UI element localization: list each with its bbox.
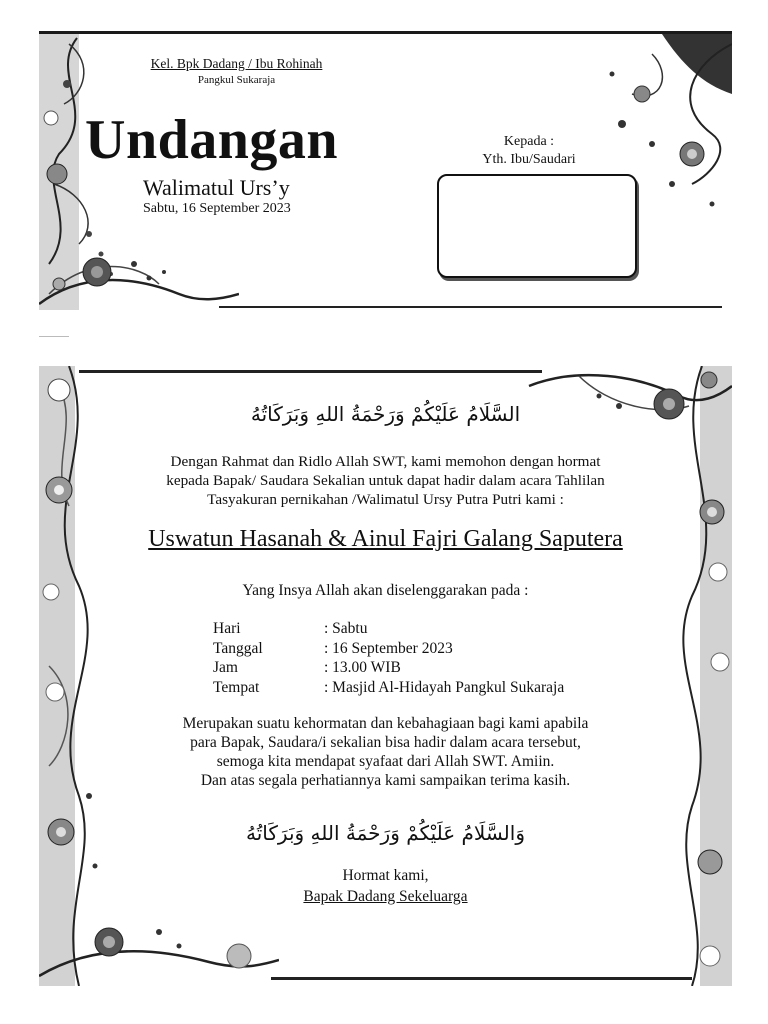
to-recipient: Yth. Ibu/Saudari xyxy=(482,152,576,167)
family-name: Kel. Bpk Dadang / Ibu Rohinah xyxy=(150,56,323,71)
to-label: Kepada : xyxy=(503,134,555,149)
salam-closing: وَالسَّلَامُ عَلَيْكُمْ وَرَحْمَةُ اللهِ وَبَرَكَاتُهُ xyxy=(246,821,525,845)
sign-greeting: Hormat kami, xyxy=(342,867,429,884)
detail-label: Hari xyxy=(213,620,241,637)
couple-names: Uswatun Hasanah & Ainul Fajri Galang Saputera xyxy=(148,526,623,552)
closing-paragraph xyxy=(39,714,732,790)
detail-label: Tanggal xyxy=(213,639,263,657)
family-address: Pangkul Sukaraja xyxy=(197,74,276,86)
intro-line: Dengan Rahmat dan Ridlo Allah SWT, kami memohon dengan hormat xyxy=(170,453,601,470)
sign-name: Bapak Dadang Sekeluarga xyxy=(303,888,468,905)
detail-row-date xyxy=(213,639,564,659)
detail-row-place xyxy=(213,678,564,698)
bottom-floral-ornament xyxy=(39,234,239,310)
card-top-rule xyxy=(79,370,542,373)
detail-value: : Sabtu xyxy=(324,620,368,637)
detail-value: : 13.00 WIB xyxy=(324,659,401,676)
detail-label: Jam xyxy=(213,659,238,676)
envelope-bottom-rule xyxy=(219,306,722,308)
envelope-card xyxy=(39,31,732,310)
detail-label: Tempat xyxy=(213,678,260,696)
event-details xyxy=(213,619,564,697)
divider xyxy=(39,336,69,337)
closing-line: Merupakan suatu kehormatan dan kebahagiaan bagi kami apabila xyxy=(182,715,589,732)
detail-value: : Masjid Al-Hidayah Pangkul Sukaraja xyxy=(324,678,565,696)
intro-line: kepada Bapak/ Saudara Sekalian untuk dapat hadir dalam acara Tahlilan xyxy=(166,472,605,489)
envelope-subtitle: Walimatul Urs’y xyxy=(143,175,290,200)
recipient-name-box[interactable] xyxy=(437,174,637,278)
intro-line: Tasyakuran pernikahan /Walimatul Ursy Putra Putri kami : xyxy=(207,491,564,508)
envelope-date: Sabtu, 16 September 2023 xyxy=(143,201,291,216)
closing-line: semoga kita mendapat syafaat dari Allah SWT. Amiin. xyxy=(216,753,555,770)
card-bottom-rule xyxy=(271,977,692,980)
intro-paragraph xyxy=(39,452,732,509)
bottom-left-ornament xyxy=(39,906,279,986)
closing-line: para Bapak, Saudara/i sekalian bisa hadir dalam acara tersebut, xyxy=(190,734,581,751)
closing-line: Dan atas segala perhatiannya kami sampaikan terima kasih. xyxy=(200,772,571,789)
envelope-title: Undangan xyxy=(85,109,339,171)
detail-value: : 16 September 2023 xyxy=(324,639,453,657)
invitation-card xyxy=(39,366,732,986)
schedule-intro: Yang Insya Allah akan diselenggarakan pada : xyxy=(242,582,529,599)
detail-row-day xyxy=(213,619,564,639)
salam-greeting: السَّلَامُ عَلَيْكُمْ وَرَحْمَةُ اللهِ وَبَرَكَاتُهُ xyxy=(250,402,521,426)
detail-row-time xyxy=(213,658,564,678)
